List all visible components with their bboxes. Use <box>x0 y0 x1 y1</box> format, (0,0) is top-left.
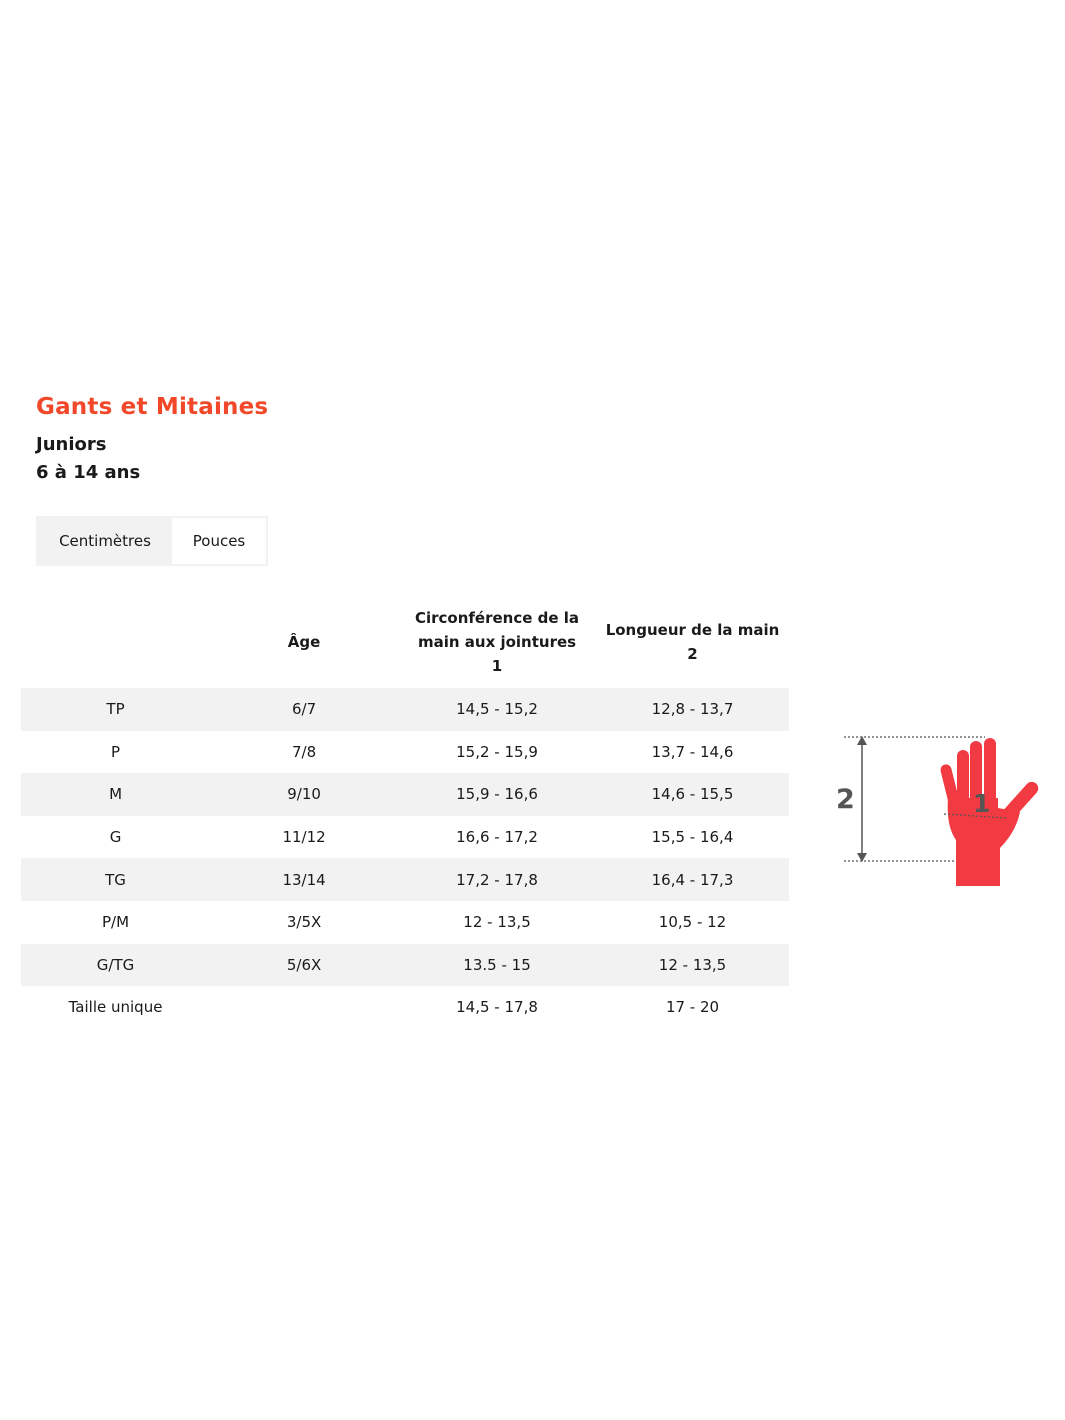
table-row <box>21 944 789 987</box>
cell-circumference: 15,9 - 16,6 <box>398 773 596 816</box>
page-title: Gants et Mitaines <box>36 394 269 420</box>
cell-size: G/TG <box>21 944 210 987</box>
cell-age: 11/12 <box>282 828 326 847</box>
cell-size: G <box>109 828 122 847</box>
subtitle-age-range: 6 à 14 ans <box>36 462 141 483</box>
cell-age: 13/14 <box>210 858 398 901</box>
tab-inches[interactable]: Pouces <box>172 518 266 564</box>
cell-circumference: 13.5 - 15 <box>398 944 596 987</box>
cell-size: P <box>111 742 121 761</box>
cell-circumference: 14,5 - 15,2 <box>398 688 596 731</box>
table-row <box>21 731 789 774</box>
cell-circumference: 16,6 - 17,2 <box>456 828 538 847</box>
cell-size: Taille unique <box>68 998 163 1017</box>
cell-circumference: 12 - 13,5 <box>463 913 531 932</box>
table-header-row <box>21 596 789 688</box>
header-age: Âge <box>287 633 321 651</box>
cell-length: 12 - 13,5 <box>596 944 789 987</box>
unit-toggle <box>36 516 268 566</box>
cell-length: 12,8 - 13,7 <box>596 688 789 731</box>
cell-age: 6/7 <box>210 688 398 731</box>
cell-size: TP <box>21 688 210 731</box>
cell-age: 5/6X <box>210 944 398 987</box>
cell-age: 9/10 <box>210 773 398 816</box>
table-row <box>21 773 789 816</box>
header-circumference-marker: 1 <box>491 657 503 675</box>
cell-age: 3/5X <box>286 913 322 932</box>
cell-length: 10,5 - 12 <box>658 913 727 932</box>
header-length <box>596 596 789 688</box>
subtitle-category: Juniors <box>36 434 107 455</box>
header-circumference-line1: Circonférence de la <box>414 609 580 627</box>
size-table <box>21 596 789 1029</box>
header-length-marker: 2 <box>687 645 698 663</box>
cell-length: 16,4 - 17,3 <box>596 858 789 901</box>
circumference-marker-label: 1 <box>973 789 991 818</box>
header-size <box>21 596 210 688</box>
table-row <box>21 858 789 901</box>
table-row <box>21 688 789 731</box>
cell-size: P/M <box>102 913 130 932</box>
cell-size: TG <box>21 858 210 901</box>
header-length-line1: Longueur de la main <box>605 621 780 639</box>
cell-circumference: 14,5 - 17,8 <box>456 998 538 1017</box>
table-row <box>21 901 789 944</box>
cell-circumference: 17,2 - 17,8 <box>398 858 596 901</box>
cell-length: 14,6 - 15,5 <box>596 773 789 816</box>
cell-circumference: 15,2 - 15,9 <box>456 742 538 761</box>
cell-size: M <box>21 773 210 816</box>
cell-length: 17 - 20 <box>665 998 720 1017</box>
length-marker-label: 2 <box>836 784 855 815</box>
cell-age: 7/8 <box>291 742 317 761</box>
header-circumference <box>398 596 596 688</box>
table-row <box>21 986 789 1029</box>
cell-length: 15,5 - 16,4 <box>651 828 734 847</box>
table-row <box>21 816 789 859</box>
hand-measurement-diagram <box>830 728 1050 898</box>
cell-length: 13,7 - 14,6 <box>651 742 734 761</box>
cell-age <box>210 986 398 1029</box>
tab-centimeters[interactable]: Centimètres <box>38 518 172 564</box>
header-circumference-line2: main aux jointures <box>417 633 577 651</box>
